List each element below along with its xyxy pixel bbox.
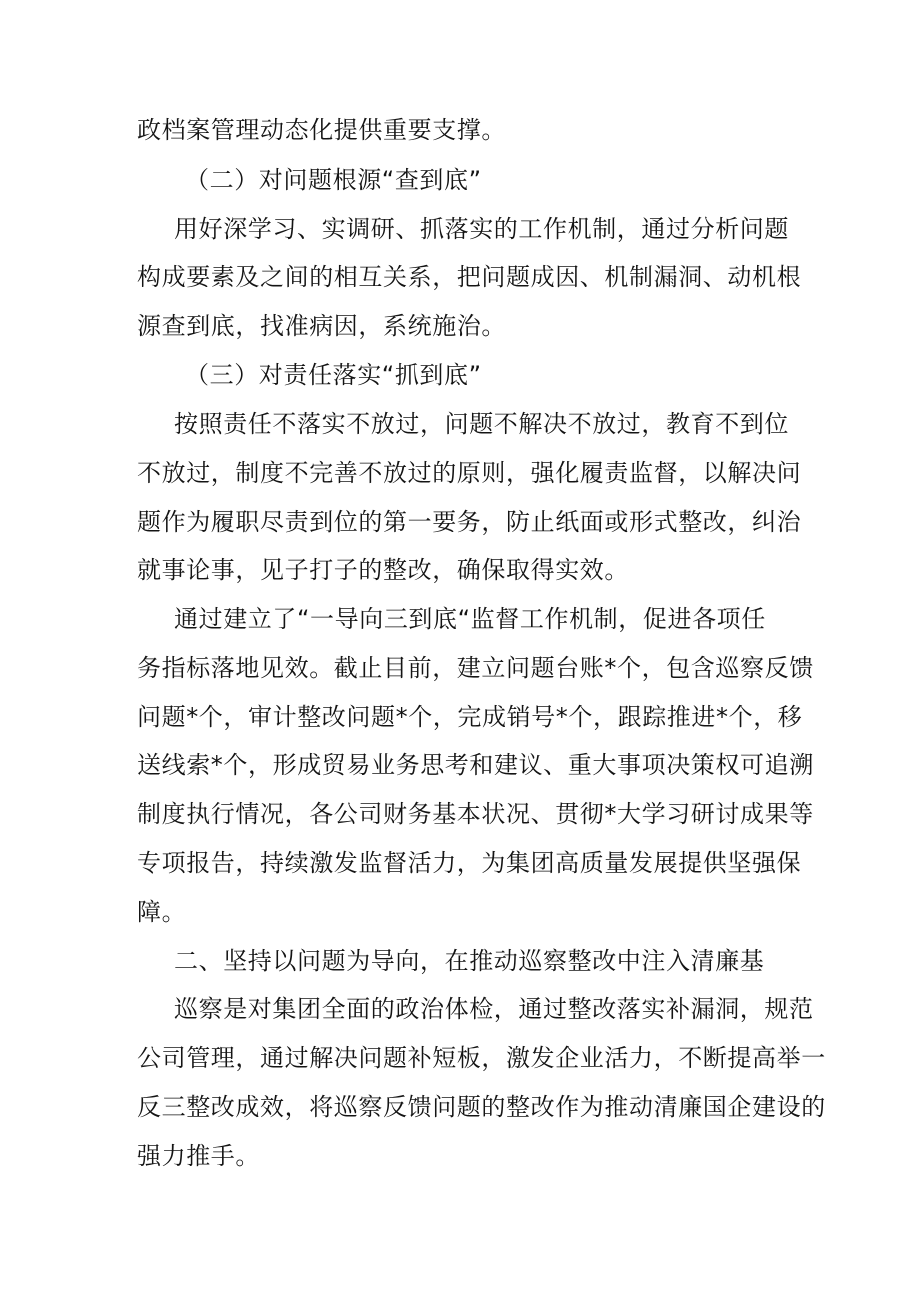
- text-line: 题作为履职尽责到位的第一要务，防止纸面或形式整改，纠治: [137, 508, 802, 536]
- section-heading: 二、坚持以问题为导向，在推动巡察整改中注入清廉基: [174, 947, 765, 975]
- text-line: 制度执行情况，各公司财务基本状况、贯彻*大学习研讨成果等: [137, 800, 814, 828]
- text-line: 送线索*个，形成贸易业务思考和建议、重大事项决策权可追溯: [137, 751, 814, 779]
- text-line: 政档案管理动态化提供重要支撑。: [137, 116, 506, 144]
- text-line: 不放过，制度不完善不放过的原则，强化履责监督，以解决问: [137, 459, 802, 487]
- text-line: 按照责任不落实不放过，问题不解决不放过，教育不到位: [174, 410, 789, 438]
- text-line: 通过建立了“一导向三到底“监督工作机制，促进各项任: [174, 605, 766, 633]
- text-line: 专项报告，持续激发监督活力，为集团高质量发展提供坚强保: [137, 849, 802, 877]
- text-line: 强力推手。: [137, 1142, 260, 1170]
- section-heading: （三）对责任落实“抓到底”: [185, 361, 482, 389]
- section-heading: （二）对问题根源“查到底”: [185, 166, 482, 194]
- text-line: 务指标落地见效。截止目前，建立问题台账*个，包含巡察反馈: [137, 654, 814, 682]
- text-line: 问题*个，审计整改问题*个，完成销号*个，跟踪推进*个，移: [137, 703, 803, 731]
- text-line: 源查到底，找准病因，系统施治。: [137, 312, 506, 340]
- text-line: 构成要素及之间的相互关系，把问题成因、机制漏洞、动机根: [137, 263, 802, 291]
- text-line: 巡察是对集团全面的政治体检，通过整改落实补漏洞，规范: [174, 995, 814, 1023]
- text-line: 就事论事，见子打子的整改，确保取得实效。: [137, 556, 629, 584]
- text-line: 公司管理，通过解决问题补短板，激发企业活力，不断提高举一: [137, 1044, 826, 1072]
- text-line: 用好深学习、实调研、抓落实的工作机制，通过分析问题: [174, 215, 789, 243]
- text-line: 障。: [137, 898, 187, 926]
- text-line: 反三整改成效，将巡察反馈问题的整改作为推动清廉国企建设的: [137, 1093, 826, 1121]
